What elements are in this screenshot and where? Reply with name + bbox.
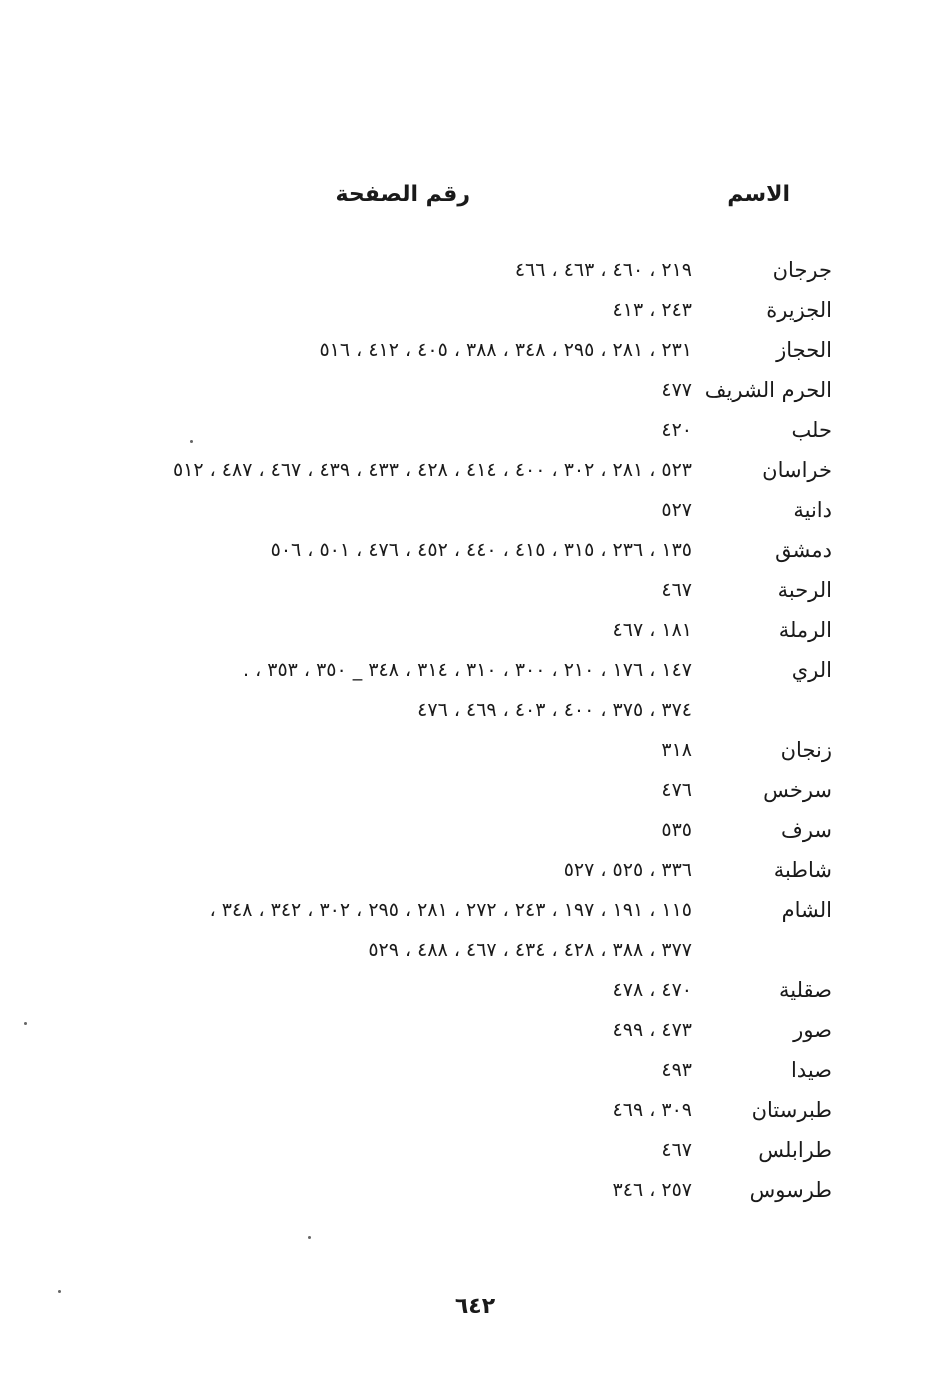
index-row-continuation [0, 690, 950, 730]
index-row [0, 370, 950, 410]
page-references: ٢٣١ ، ٢٨١ ، ٢٩٥ ، ٣٤٨ ، ٣٨٨ ، ٤٠٥ ، ٤١٢ ، ٥١٦ [319, 339, 692, 361]
index-row [0, 1010, 950, 1050]
index-row [0, 250, 950, 290]
page-references: ٤٦٧ [661, 579, 692, 601]
page-references: ٣٧٧ ، ٣٨٨ ، ٤٢٨ ، ٤٣٤ ، ٤٦٧ ، ٤٨٨ ، ٥٢٩ [368, 939, 692, 961]
index-row [0, 810, 950, 850]
index-row [0, 650, 950, 690]
page-references: ٣٧٤ ، ٣٧٥ ، ٤٠٠ ، ٤٠٣ ، ٤٦٩ ، ٤٧٦ [417, 699, 692, 721]
place-name: الحرم الشريف [704, 378, 832, 402]
index-row [0, 890, 950, 930]
place-name: الجزيرة [766, 298, 832, 322]
column-header-name: الاسم [727, 182, 790, 207]
page-references: ٥٢٣ ، ٢٨١ ، ٣٠٢ ، ٤٠٠ ، ٤١٤ ، ٤٢٨ ، ٤٣٣ ، ٤٣٩ ، ٤٦٧ ، ٤٨٧ ، ٥١٢ [172, 459, 692, 481]
index-row [0, 290, 950, 330]
index-row [0, 770, 950, 810]
index-row [0, 610, 950, 650]
index-row [0, 1130, 950, 1170]
place-name: حلب [791, 418, 832, 442]
page-references: ٤٧٦ [661, 779, 692, 801]
index-row [0, 1050, 950, 1090]
page-references: ٣٣٦ ، ٥٢٥ ، ٥٢٧ [563, 859, 692, 881]
page-number: ٦٤٢ [454, 1294, 496, 1319]
page-references: ٢١٩ ، ٤٦٠ ، ٤٦٣ ، ٤٦٦ [514, 259, 692, 281]
place-name: شاطبة [773, 858, 832, 882]
place-name: سرخس [763, 778, 832, 802]
scan-speck [308, 1236, 311, 1239]
page-references: ٤٦٧ [661, 1139, 692, 1161]
index-row [0, 850, 950, 890]
page-references: ٤٩٣ [661, 1059, 692, 1081]
scan-speck [190, 440, 193, 443]
index-table [0, 250, 950, 1210]
place-name: دانية [793, 498, 832, 522]
index-row [0, 530, 950, 570]
place-name: الحجاز [776, 338, 832, 362]
index-row [0, 450, 950, 490]
page-references: ٢٥٧ ، ٣٤٦ [612, 1179, 692, 1201]
place-name: طرابلس [758, 1138, 832, 1162]
page-references: ١٨١ ، ٤٦٧ [612, 619, 692, 641]
scan-speck [24, 1022, 27, 1025]
page-references: ٣٠٩ ، ٤٦٩ [612, 1099, 692, 1121]
index-row [0, 490, 950, 530]
place-name: خراسان [762, 458, 832, 482]
page-references: ١١٥ ، ١٩١ ، ١٩٧ ، ٢٤٣ ، ٢٧٢ ، ٢٨١ ، ٢٩٥ ، ٣٠٢ ، ٣٤٢ ، ٣٤٨ ، [209, 899, 692, 921]
index-row [0, 970, 950, 1010]
index-row [0, 1090, 950, 1130]
place-name: طرسوس [749, 1178, 832, 1202]
place-name: جرجان [772, 258, 832, 282]
place-name: الرملة [778, 618, 832, 642]
index-row [0, 410, 950, 450]
index-row [0, 330, 950, 370]
index-row [0, 730, 950, 770]
page-references: ٢٤٣ ، ٤١٣ [612, 299, 692, 321]
index-row [0, 1170, 950, 1210]
place-name: طبرستان [751, 1098, 832, 1122]
place-name: الري [791, 658, 832, 682]
page-references: ٤٢٠ [661, 419, 692, 441]
page-references: ٥٣٥ [661, 819, 692, 841]
page-references: ٤٧٠ ، ٤٧٨ [612, 979, 692, 1001]
page-references: ٤٧٧ [661, 379, 692, 401]
index-row [0, 570, 950, 610]
place-name: صيدا [790, 1058, 832, 1082]
place-name: الرحبة [777, 578, 832, 602]
place-name: سرف [781, 818, 832, 842]
place-name: صور [793, 1018, 832, 1042]
page-references: ١٣٥ ، ٢٣٦ ، ٣١٥ ، ٤١٥ ، ٤٤٠ ، ٤٥٢ ، ٤٧٦ ، ٥٠١ ، ٥٠٦ [270, 539, 692, 561]
place-name: زنجان [780, 738, 832, 762]
page-references: ٥٢٧ [661, 499, 692, 521]
place-name: صقلية [778, 978, 832, 1002]
scan-speck [58, 1290, 61, 1293]
place-name: الشام [781, 898, 832, 922]
column-header-page-number: رقم الصفحة [335, 182, 470, 207]
page-references: ١٤٧ ، ١٧٦ ، ٢١٠ ، ٣٠٠ ، ٣١٠ ، ٣١٤ ، ٣٤٨ _ ٣٥٠ ، ٣٥٣ ، . [242, 659, 692, 681]
page-references: ٣١٨ [661, 739, 692, 761]
place-name: دمشق [775, 538, 832, 562]
page-references: ٤٧٣ ، ٤٩٩ [612, 1019, 692, 1041]
index-row-continuation [0, 930, 950, 970]
